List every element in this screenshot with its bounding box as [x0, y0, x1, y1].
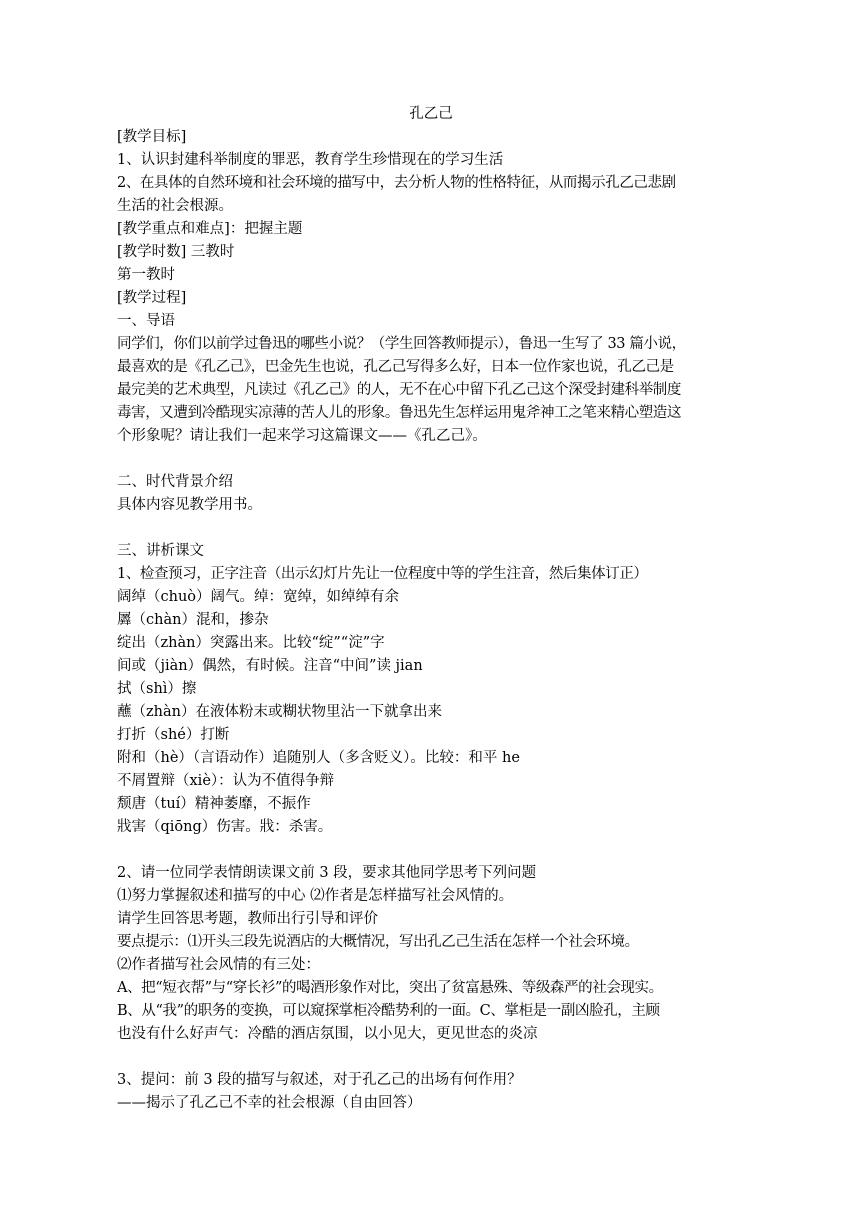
vocabulary-item: 蘸（zhàn）在液体粉末或糊状物里沾一下就拿出来 — [117, 704, 442, 720]
introduction-paragraph-line: 个形象呢？请让我们一起来学习这篇课文——《孔乙己》。 — [117, 428, 487, 444]
introduction-paragraph-line: 毒害，又遭到冷酷现实凉薄的苦人儿的形象。鲁迅先生怎样运用鬼斧神工之笔来精心塑造这 — [117, 405, 681, 421]
document-page — [117, 103, 745, 1115]
background-text: 具体内容见教学用书。 — [117, 497, 262, 513]
objective-1: 1、认识封建科举制度的罪恶，教育学生珍惜现在的学习生活 — [117, 152, 504, 168]
key-hint-2-b: B、从“我”的职务的变换，可以窥探掌柜冷酷势利的一面。C、掌柜是一副凶脸孔，主顾 — [117, 1003, 660, 1019]
vocabulary-item: 间或（jiàn）偶然，有时候。注音“中间”读 jian — [117, 658, 423, 674]
vocabulary-item: 阔绰（chuò）阔气。绰：宽绰，如绰绰有余 — [117, 589, 400, 605]
blank-line — [117, 1046, 745, 1069]
key-hint-2-a: A、把“短衣帮”与“穿长衫”的喝酒形象作对比，突出了贫富悬殊、等级森严的社会现实。 — [117, 980, 663, 996]
reading-task: 2、请一位同学表情朗读课文前 3 段，要求其他同学思考下列问题 — [117, 865, 537, 881]
section-heading-introduction: 一、导语 — [117, 313, 175, 329]
reading-task-questions: ⑴努力掌握叙述和描写的中心 ⑵作者是怎样描写社会风情的。 — [117, 888, 514, 904]
first-lesson-heading: 第一教时 — [117, 267, 175, 283]
vocabulary-item: 打折（shé）打断 — [117, 727, 230, 743]
reading-task-evaluation: 请学生回答思考题，教师出行引导和评价 — [117, 911, 378, 927]
vocabulary-item: 羼（chàn）混和，掺杂 — [117, 612, 269, 628]
teaching-process-heading: [教学过程] — [117, 290, 187, 306]
introduction-paragraph-line: 最完美的艺术典型，凡读过《孔乙己》的人，无不在心中留下孔乙己这个深受封建科举制度 — [117, 382, 681, 398]
blank-line — [117, 448, 745, 471]
vocabulary-item: 绽出（zhàn）突露出来。比较“绽”“淀”字 — [117, 635, 385, 651]
blank-line — [117, 517, 745, 540]
teaching-hours: [教学时数] 三教时 — [117, 244, 235, 260]
objective-2: 2、在具体的自然环境和社会环境的描写中，去分析人物的性格特征，从而揭示孔乙己悲剧 — [117, 175, 676, 191]
vocabulary-item: 颓唐（tuí）精神萎靡，不振作 — [117, 796, 311, 812]
vocabulary-item: 不屑置辩（xiè）：认为不值得争辩 — [117, 773, 335, 789]
section-heading-text-analysis: 三、讲析课文 — [117, 543, 204, 559]
preview-check-instruction: 1、检查预习，正字注音（出示幻灯片先让一位程度中等的学生注音，然后集体订正） — [117, 566, 648, 582]
introduction-paragraph-line: 同学们，你们以前学过鲁迅的哪些小说？（学生回答教师提示），鲁迅一生写了 33 篇小说， — [117, 336, 686, 352]
key-points: [教学重点和难点]：把握主题 — [117, 221, 303, 237]
section-heading-background: 二、时代背景介绍 — [117, 474, 233, 490]
key-hint-2-c-continued: 也没有什么好声气：冷酷的酒店氛围，以小见大，更见世态的炎凉 — [117, 1026, 538, 1042]
vocabulary-item: 附和（hè）（言语动作）追随别人（多含贬义）。比较：和平 he — [117, 750, 520, 766]
question-3-answer: ——揭示了孔乙己不幸的社会根源（自由回答） — [117, 1095, 422, 1111]
question-3: 3、提问：前 3 段的描写与叙述，对于孔乙己的出场有何作用？ — [117, 1072, 522, 1088]
vocabulary-item: 拭（shì）擦 — [117, 681, 197, 697]
blank-line — [117, 839, 745, 862]
key-hint-1: 要点提示：⑴开头三段先说酒店的大概情况，写出孔乙己生活在怎样一个社会环境。 — [117, 934, 639, 950]
key-hint-2: ⑵作者描写社会风情的有三处： — [117, 957, 320, 973]
vocabulary-item: 戕害（qiōng）伤害。戕：杀害。 — [117, 819, 333, 835]
introduction-paragraph-line: 最喜欢的是《孔乙己》，巴金先生也说，孔乙己写得多么好，日本一位作家也说，孔乙己是 — [117, 359, 674, 375]
document-title: 孔乙己 — [409, 106, 453, 122]
section-heading-objectives: [教学目标] — [117, 129, 187, 145]
objective-2-continued: 生活的社会根源。 — [117, 198, 233, 214]
